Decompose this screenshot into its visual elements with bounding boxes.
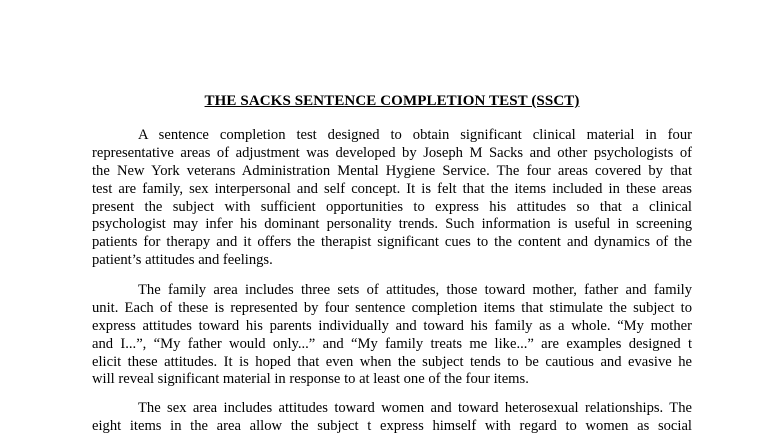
paragraph-family-area <box>92 282 692 389</box>
text-line: patient’s attitudes and feelings. <box>92 252 273 269</box>
paragraph-intro <box>92 127 692 270</box>
text-line: patients for therapy and it offers the therapist significant cues to the content and dynamics of the <box>92 234 692 251</box>
text-line: present the subject with sufficient opportunities to express his attitudes so that a clinical <box>92 198 692 215</box>
text-line: The family area includes three sets of attitudes, those toward mother, father and family <box>138 282 692 298</box>
text-line: and I...”, “My father would only...” and “My family treats me like...” are examples designed t <box>92 335 692 352</box>
document-title: THE SACKS SENTENCE COMPLETION TEST (SSCT) <box>204 93 580 109</box>
text-line: representative areas of adjustment was developed by Joseph M Sacks and other psychologists of <box>92 144 692 161</box>
text-line: unit. Each of these is represented by four sentence completion items that stimulate the subject to <box>92 299 692 316</box>
text-line: A sentence completion test designed to obtain significant clinical material in four <box>138 127 692 143</box>
text-line: test are family, sex interpersonal and self concept. It is felt that the items included in these areas <box>92 180 692 197</box>
text-line: The sex area includes attitudes toward women and toward heterosexual relationships. The <box>138 400 692 416</box>
text-line: the New York veterans Administration Mental Hygiene Service. The four areas covered by that <box>92 162 692 179</box>
text-line: express attitudes toward his parents individually and toward his family as a whole. “My mother <box>92 317 692 334</box>
paragraph-sex-area <box>92 400 692 436</box>
text-line: will reveal significant material in response to at least one of the four items. <box>92 371 529 388</box>
text-line: elicit these attitudes. It is hoped that even when the subject tends to be cautious and evasive he <box>92 353 692 370</box>
text-line: eight items in the area allow the subject t express himself with regard to women as social <box>92 417 692 434</box>
text-line: psychologist may infer his dominant personality trends. Such information is useful in screening <box>92 216 692 233</box>
